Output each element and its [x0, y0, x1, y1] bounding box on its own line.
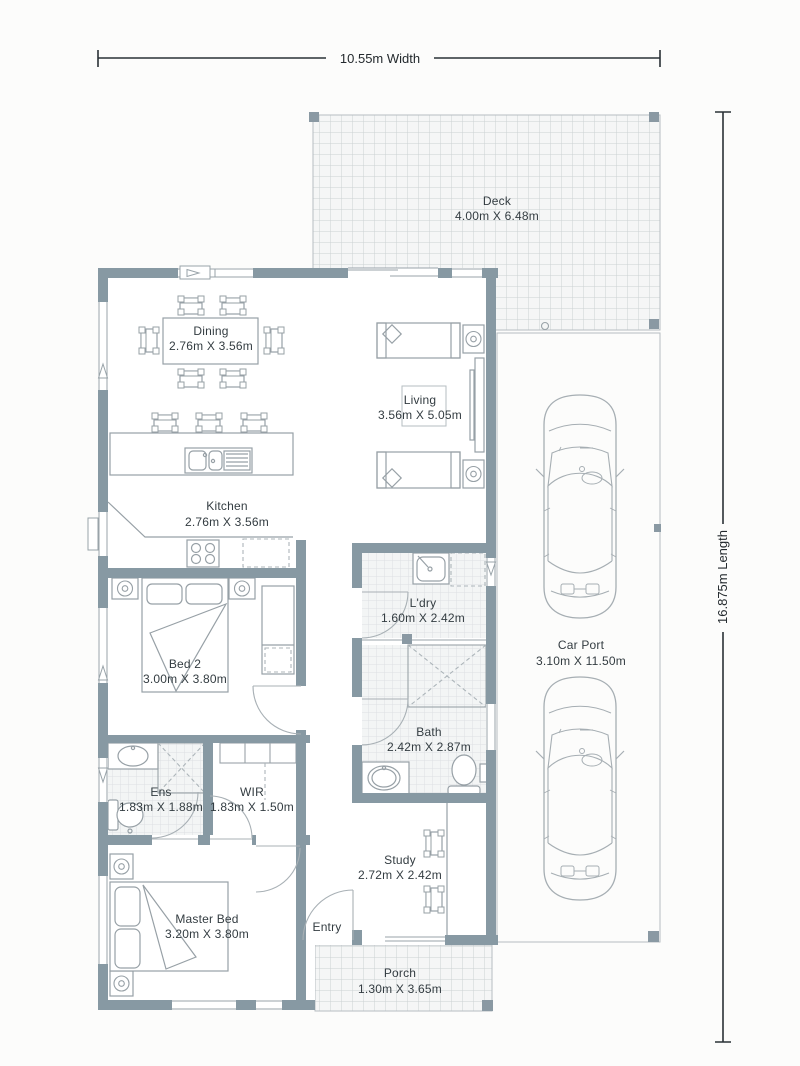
window	[98, 758, 108, 802]
window	[486, 704, 496, 750]
window	[486, 558, 496, 586]
sliding-door	[348, 268, 438, 278]
study-desk	[447, 798, 487, 937]
laundry-label: L'dry 1.60m X 2.42m	[381, 596, 465, 625]
master-label: Master Bed 3.20m X 3.80m	[165, 912, 249, 941]
deck-post	[309, 112, 319, 122]
carport-label: Car Port 3.10m X 11.50m	[536, 638, 626, 668]
width-dimension-label: 10.55m Width	[339, 51, 421, 66]
window	[172, 1000, 236, 1010]
porch-label: Porch 1.30m X 3.65m	[358, 966, 442, 996]
deck-label: Deck 4.00m X 6.48m	[455, 194, 539, 223]
window	[98, 302, 108, 390]
study-label: Study 2.72m X 2.42m	[358, 853, 442, 882]
ens-vanity	[108, 743, 158, 769]
kitchen-island	[110, 433, 293, 475]
deck-post	[649, 319, 659, 329]
window	[98, 608, 108, 683]
bath-vanity	[362, 762, 409, 794]
entry-label: Entry	[312, 920, 342, 934]
deck-post	[649, 112, 659, 122]
sofa-bottom	[377, 452, 460, 488]
laundry-tub	[413, 553, 449, 584]
length-dimension-label: 16.875m Length	[715, 530, 730, 624]
window	[256, 1000, 282, 1010]
window	[88, 512, 108, 556]
dining-label: Dining 2.76m X 3.56m	[169, 324, 253, 353]
ensuite-label: Ens 1.83m X 1.88m	[119, 785, 203, 814]
porch-post	[482, 1000, 493, 1011]
bed2-label: Bed 2 3.00m X 3.80m	[143, 657, 227, 686]
living-label: Living 3.56m X 5.05m	[378, 393, 462, 422]
wir-label: WIR 1.83m X 1.50m	[210, 785, 294, 814]
carport-post	[648, 931, 659, 942]
sofa-top	[377, 323, 460, 358]
kitchen-label: Kitchen 2.76m X 3.56m	[185, 499, 269, 529]
window	[452, 268, 482, 278]
bath-label: Bath 2.42m X 2.87m	[387, 725, 471, 754]
window	[98, 876, 108, 964]
